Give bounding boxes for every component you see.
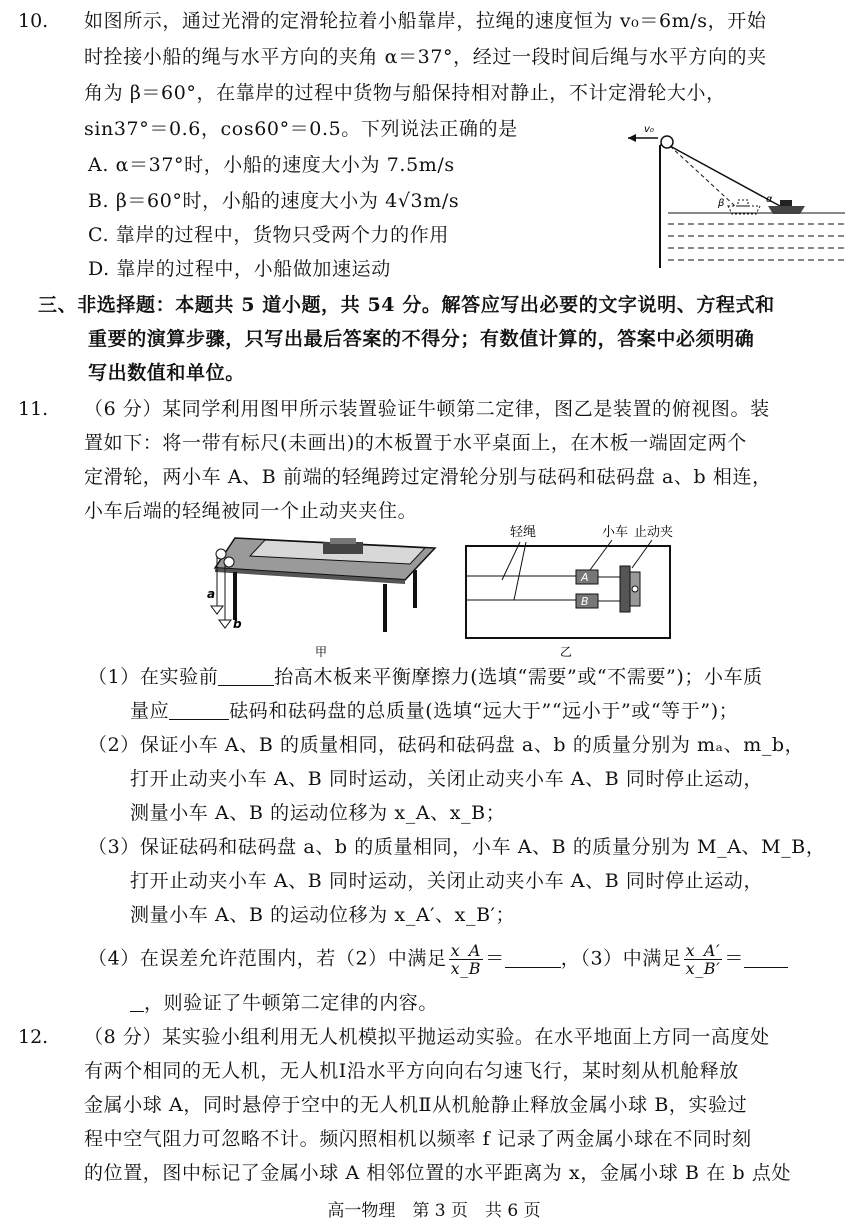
q11-p1-text-c: 量应 [130, 700, 170, 722]
q11-p3-line-2: 打开止动夹小车 A、B 同时运动，关闭止动夹小车 A、B 同时停止运动， [130, 870, 764, 892]
jia-label-a: a [207, 587, 216, 601]
section3-line-3: 写出数值和单位。 [88, 362, 245, 384]
v0-label: v₀ [644, 124, 654, 135]
q11-p1-line-2 [130, 698, 738, 724]
jia-label-b: b [233, 617, 242, 631]
q11-p2-line-2: 打开止动夹小车 A、B 同时运动，关闭止动夹小车 A、B 同时停止运动， [130, 768, 764, 790]
fraction-xa-xb: $\frac{x\_A}{x\_B}$ [450, 941, 482, 978]
q11-p2-line-1: （2）保证小车 A、B 的质量相同，砝码和砝码盘 a、b 的质量分别为 mₐ、m_b， [88, 734, 805, 756]
q10-option-d: D. 靠岸的过程中，小船做加速运动 [88, 258, 391, 280]
q10-line-3: 角为 β＝60°，在靠岸的过程中货物与船保持相对静止，不计定滑轮大小， [84, 82, 726, 104]
figure-yi-topview [462, 520, 674, 660]
q11-p4-line-1 [88, 942, 788, 977]
q11-p1-line-1 [88, 664, 763, 690]
q10-option-b: B. β＝60°时，小船的速度大小为 4√3m/s [88, 190, 460, 212]
jia-caption: 甲 [315, 645, 328, 659]
q12-line-3: 金属小球 A，同时悬停于空中的无人机Ⅱ从机舱静止释放金属小球 B，实验过 [84, 1094, 748, 1116]
answer-blank-3[interactable] [505, 949, 561, 968]
beta-label: β [718, 198, 725, 209]
yi-rope-label: 轻绳 [510, 525, 537, 540]
q10-option-c: C. 靠岸的过程中，货物只受两个力的作用 [88, 224, 449, 246]
q11-line-4: 小车后端的轻绳被同一个止动夹夹住。 [84, 500, 418, 522]
page-footer: 高一物理 第 3 页 共 6 页 [327, 1201, 541, 1221]
q10-line-4: sin37°＝0.6，cos60°＝0.5。下列说法正确的是 [84, 118, 518, 140]
yi-caption: 乙 [560, 645, 573, 659]
q12-line-5: 的位置，图中标记了金属小球 A 相邻位置的水平距离为 x，金属小球 B 在 b 点处 [84, 1162, 792, 1184]
q10-line-1: 如图所示，通过光滑的定滑轮拉着小船靠岸，拉绳的速度恒为 v₀＝6m/s，开始 [84, 10, 767, 32]
q12-line-4: 程中空气阻力可忽略不计。频闪照相机以频率 f 记录了两金属小球在不同时刻 [84, 1128, 752, 1150]
q11-p4-text-b: ，（3）中满足 [560, 947, 682, 970]
fraction-xa-prime-xb-prime: $\frac{x\_A'}{x\_B'}$ [685, 941, 721, 978]
q12-line-1: （8 分）某实验小组利用无人机模拟平抛运动实验。在水平地面上方同一高度处 [84, 1026, 770, 1048]
yi-car-label: 小车 [602, 525, 629, 540]
q11-line-1: （6 分）某同学利用图甲所示装置验证牛顿第二定律，图乙是装置的俯视图。装 [84, 398, 770, 420]
yi-clamp-label: 止动夹 [634, 525, 674, 540]
q11-p3-line-3: 测量小车 A、B 的运动位移为 x_A′、x_B′； [130, 904, 516, 926]
yi-car-b-label: B [581, 595, 589, 608]
q11-p1-text-d: 砝码和砝码盘的总质量(选填“远大于”“远小于”或“等于”)； [229, 700, 739, 722]
q11-p4-eq-1: ＝ [485, 947, 505, 970]
q11-p4-text-end: ，则验证了牛顿第二定律的内容。 [144, 992, 439, 1014]
q10-line-2: 时拴接小船的绳与水平方向的夹角 α＝37°，经过一段时间后绳与水平方向的夹 [84, 46, 767, 68]
q11-p1-text-a: （1）在实验前 [88, 666, 219, 688]
q12-line-2: 有两个相同的无人机，无人机Ⅰ沿水平方向向右匀速飞行，某时刻从机舱释放 [84, 1060, 739, 1082]
answer-blank-4-cont[interactable] [130, 993, 144, 1012]
q11-p4-eq-2: ＝ [724, 947, 745, 970]
q11-p4-line-2 [130, 990, 438, 1016]
q11-p3-line-1: （3）保证砝码和砝码盘 a、b 的质量相同，小车 A、B 的质量分别为 M_A、M_B， [88, 836, 826, 858]
answer-blank-2[interactable] [169, 701, 229, 720]
q10-number: 10. [18, 10, 49, 32]
yi-car-a-label: A [581, 571, 589, 584]
boat-pulley-figure [620, 120, 850, 280]
q11-number: 11. [18, 398, 49, 420]
answer-blank-4[interactable] [744, 949, 788, 968]
q12-number: 12. [18, 1026, 49, 1048]
section3-line-2: 重要的演算步骤，只写出最后答案的不得分；有数值计算的，答案中必须明确 [88, 328, 755, 350]
q11-p2-line-3: 测量小车 A、B 的运动位移为 x_A、x_B； [130, 802, 506, 824]
q11-line-3: 定滑轮，两小车 A、B 前端的轻绳跨过定滑轮分别与砝码和砝码盘 a、b 相连， [84, 466, 772, 488]
q11-p1-text-b: 抬高木板来平衡摩擦力(选填“需要”或“不需要”)；小车质 [274, 666, 763, 688]
q10-option-a: A. α＝37°时，小船的速度大小为 7.5m/s [88, 154, 455, 176]
section3-line-1: 三、非选择题：本题共 5 道小题，共 54 分。解答应写出必要的文字说明、方程式和 [38, 294, 775, 316]
alpha-label: α [766, 194, 773, 205]
q11-line-2: 置如下：将一带有标尺(未画出)的木板置于水平桌面上，在木板一端固定两个 [84, 432, 747, 454]
figure-jia-table [205, 528, 445, 660]
answer-blank-1[interactable] [218, 667, 274, 686]
q11-p4-text-a: （4）在误差允许范围内，若（2）中满足 [88, 947, 447, 970]
